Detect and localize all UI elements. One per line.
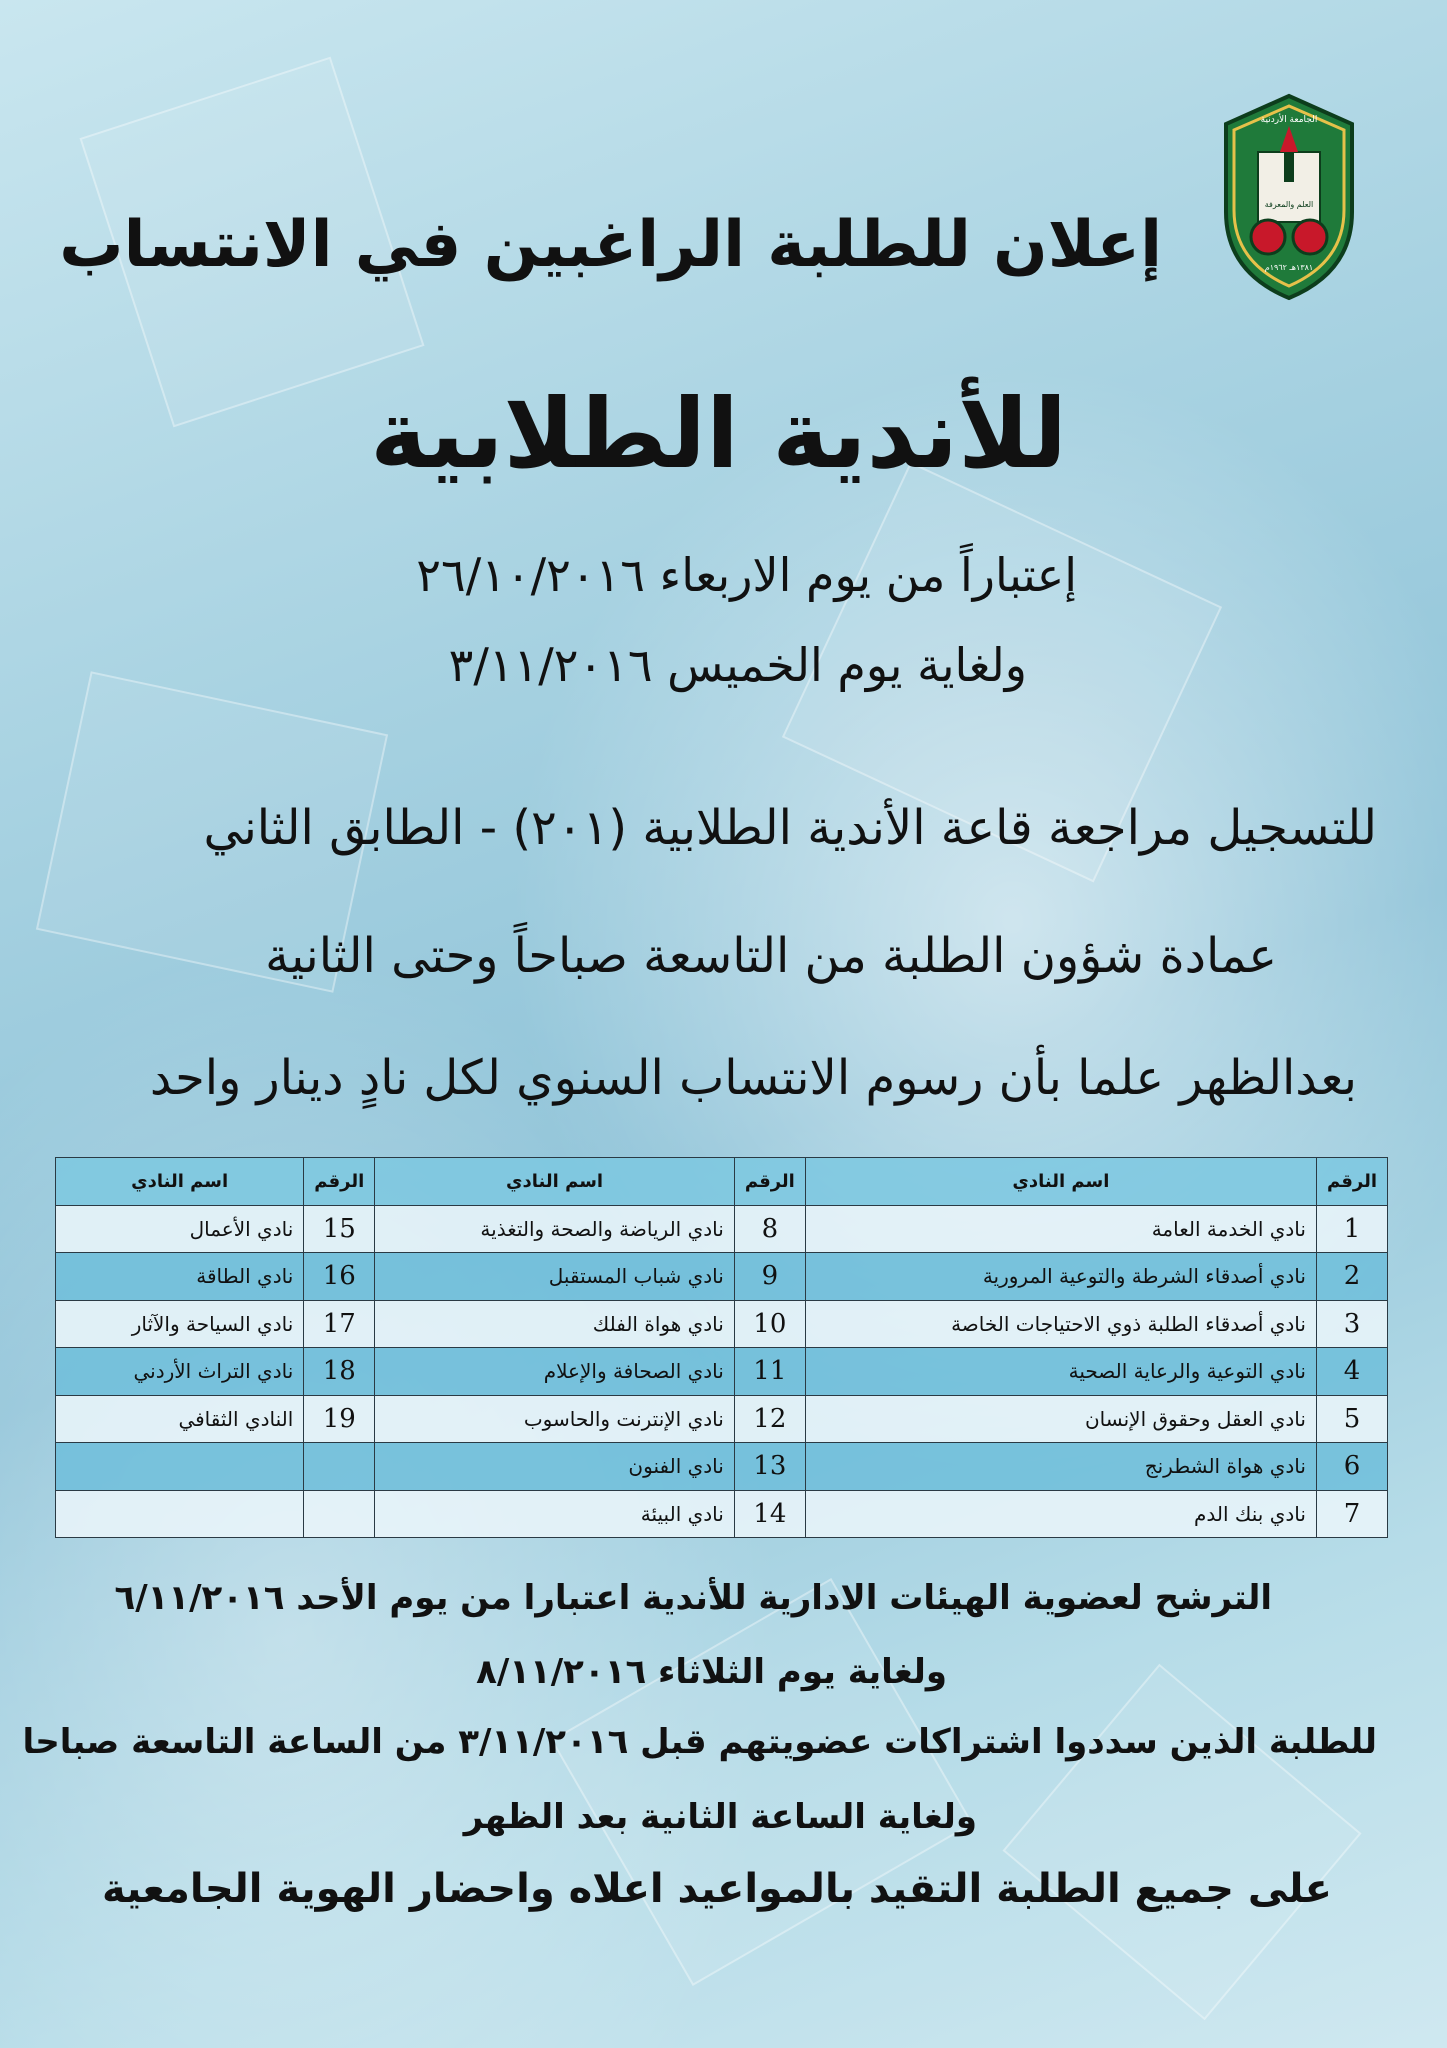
club-name: نادي التراث الأردني	[56, 1348, 304, 1396]
club-name: نادي بنك الدم	[805, 1490, 1316, 1538]
registration-location: للتسجيل مراجعة قاعة الأندية الطلابية (٢٠١) - الطابق الثاني	[203, 800, 1377, 856]
club-name: نادي الصحافة والإعلام	[375, 1348, 735, 1396]
column-header-number: الرقم	[1316, 1158, 1387, 1206]
club-name: نادي الأعمال	[56, 1205, 304, 1253]
club-number: 13	[734, 1443, 805, 1491]
table-row	[56, 1490, 1388, 1538]
membership-fee: بعدالظهر علما بأن رسوم الانتساب السنوي لكل نادٍ دينار واحد	[149, 1050, 1357, 1106]
club-name: نادي التوعية والرعاية الصحية	[805, 1348, 1316, 1396]
table-row	[56, 1300, 1388, 1348]
clubs-table	[55, 1157, 1388, 1538]
club-number: 14	[734, 1490, 805, 1538]
university-logo	[1220, 92, 1358, 302]
club-number: 5	[1316, 1395, 1387, 1443]
nomination-hours: ولغاية الساعة الثانية بعد الظهر	[463, 1797, 977, 1837]
table-row	[56, 1443, 1388, 1491]
column-header-club-name: اسم النادي	[805, 1158, 1316, 1206]
background-shard	[551, 1578, 974, 1986]
nomination-dates: الترشح لعضوية الهيئات الادارية للأندية اعتبارا من يوم الأحد ٦/١١/٢٠١٦	[114, 1578, 1272, 1618]
club-number: 2	[1316, 1253, 1387, 1301]
id-requirement-note: على جميع الطلبة التقيد بالمواعيد اعلاه واحضار الهوية الجامعية	[101, 1866, 1332, 1912]
nomination-end-date: ولغاية يوم الثلاثاء ٨/١١/٢٠١٦	[476, 1652, 947, 1692]
announcement-title: إعلان للطلبة الراغبين في الانتساب	[59, 208, 1162, 282]
table-row	[56, 1253, 1388, 1301]
logo-arc-text: الجامعة الأردنية	[1260, 115, 1318, 125]
column-header-club-name: اسم النادي	[56, 1158, 304, 1206]
logo-year-text: ١٣٨١هـ ١٩٦٢م	[1264, 263, 1314, 272]
table-row	[56, 1348, 1388, 1396]
club-name: نادي البيئة	[375, 1490, 735, 1538]
club-number: 18	[304, 1348, 375, 1396]
club-number: 15	[304, 1205, 375, 1253]
club-name: نادي الرياضة والصحة والتغذية	[375, 1205, 735, 1253]
club-number: 8	[734, 1205, 805, 1253]
start-date: إعتباراً من يوم الاربعاء ٢٦/١٠/٢٠١٦	[416, 548, 1077, 602]
club-name: نادي الخدمة العامة	[805, 1205, 1316, 1253]
table-header-row	[56, 1158, 1388, 1206]
club-number: 17	[304, 1300, 375, 1348]
club-name	[56, 1490, 304, 1538]
club-name: نادي الطاقة	[56, 1253, 304, 1301]
club-name: نادي السياحة والآثار	[56, 1300, 304, 1348]
club-number: 9	[734, 1253, 805, 1301]
table-row	[56, 1205, 1388, 1253]
club-number: 3	[1316, 1300, 1387, 1348]
club-number	[304, 1490, 375, 1538]
club-name: نادي أصدقاء الطلبة ذوي الاحتياجات الخاصة	[805, 1300, 1316, 1348]
club-number: 10	[734, 1300, 805, 1348]
club-name: نادي العقل وحقوق الإنسان	[805, 1395, 1316, 1443]
column-header-number: الرقم	[734, 1158, 805, 1206]
registration-hours: عمادة شؤون الطلبة من التاسعة صباحاً وحتى الثانية	[265, 928, 1277, 984]
nomination-eligibility: للطلبة الذين سددوا اشتراكات عضويتهم قبل ٣/١١/٢٠١٦ من الساعة التاسعة صباحا	[22, 1722, 1377, 1762]
club-name: نادي الإنترنت والحاسوب	[375, 1395, 735, 1443]
clubs-title: للأندية الطلابية	[370, 378, 1067, 490]
club-name	[56, 1443, 304, 1491]
club-number: 16	[304, 1253, 375, 1301]
club-name: النادي الثقافي	[56, 1395, 304, 1443]
club-name: نادي الفنون	[375, 1443, 735, 1491]
club-number: 7	[1316, 1490, 1387, 1538]
logo-band-text: العلم والمعرفة	[1264, 200, 1314, 209]
club-number: 11	[734, 1348, 805, 1396]
club-number: 4	[1316, 1348, 1387, 1396]
club-number: 6	[1316, 1443, 1387, 1491]
column-header-club-name: اسم النادي	[375, 1158, 735, 1206]
club-number: 1	[1316, 1205, 1387, 1253]
club-name: نادي هواة الشطرنج	[805, 1443, 1316, 1491]
table-row	[56, 1395, 1388, 1443]
club-name: نادي شباب المستقبل	[375, 1253, 735, 1301]
club-number	[304, 1443, 375, 1491]
club-number: 19	[304, 1395, 375, 1443]
background-shard	[1002, 1664, 1361, 2021]
club-name: نادي أصدقاء الشرطة والتوعية المرورية	[805, 1253, 1316, 1301]
club-name: نادي هواة الفلك	[375, 1300, 735, 1348]
club-number: 12	[734, 1395, 805, 1443]
end-date: ولغاية يوم الخميس ٣/١١/٢٠١٦	[448, 638, 1027, 692]
column-header-number: الرقم	[304, 1158, 375, 1206]
